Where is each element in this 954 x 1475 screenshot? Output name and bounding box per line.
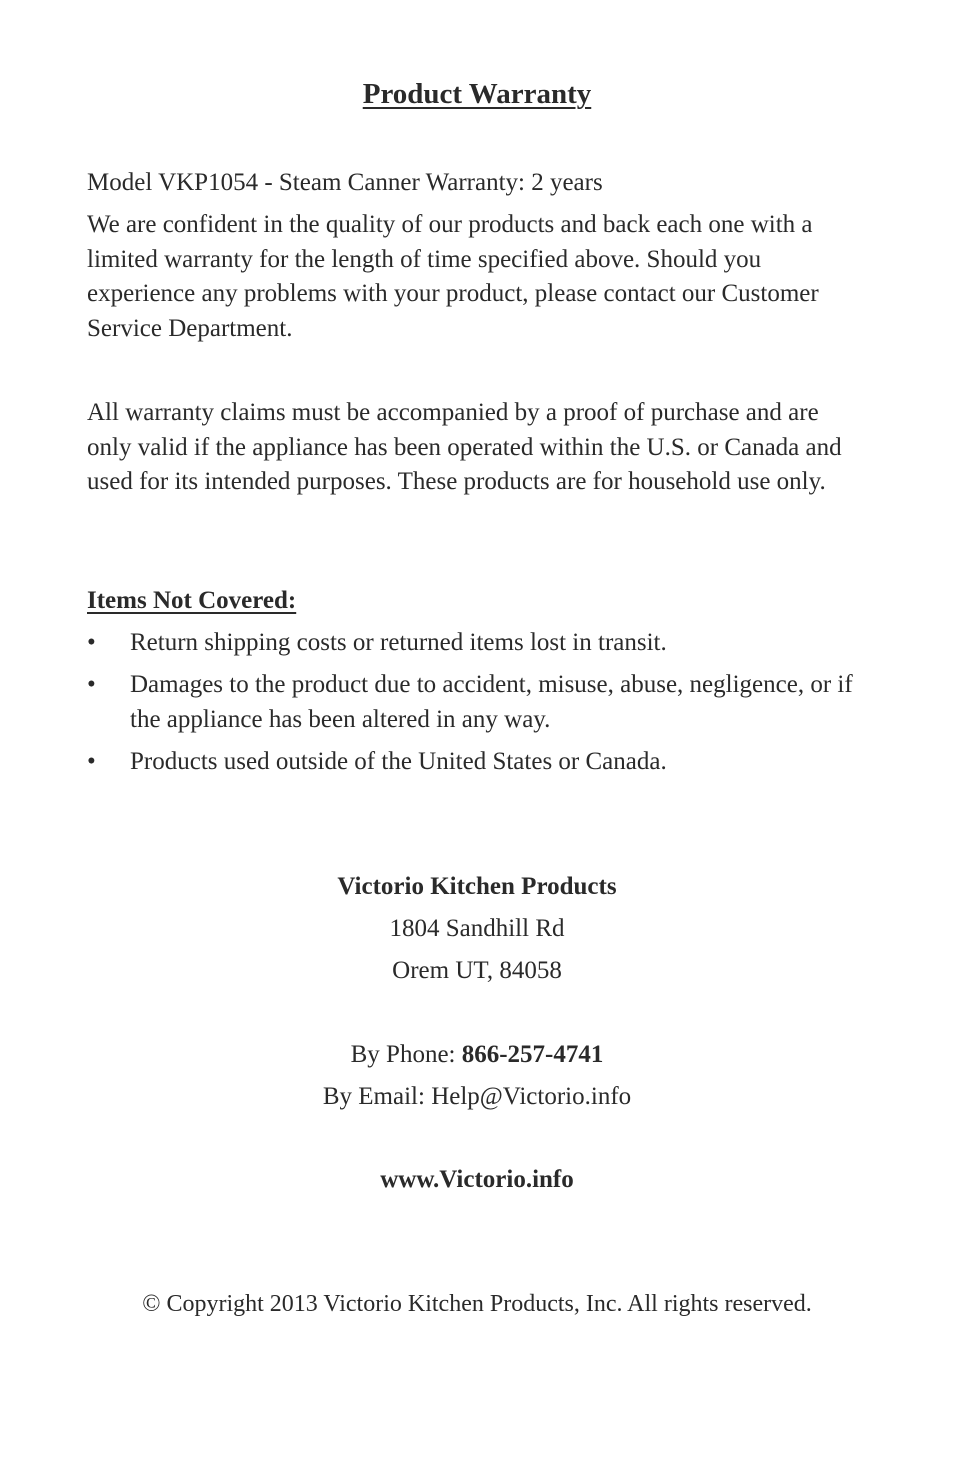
items-not-covered-heading: Items Not Covered: bbox=[87, 587, 297, 614]
address-line-2: Orem UT, 84058 bbox=[392, 957, 562, 984]
address-line-1: 1804 Sandhill Rd bbox=[389, 915, 565, 942]
bullet-icon: • bbox=[87, 629, 96, 656]
claims-paragraph: All warranty claims must be accompanied by a proof of purchase and are only valid if the appliance has been operated within the U.S. or Canada and used for its intended purposes. These products are for household use only. bbox=[87, 399, 842, 495]
copyright-notice: © Copyright 2013 Victorio Kitchen Products, Inc. All rights reserved. bbox=[142, 1291, 812, 1317]
list-item-text: Damages to the product due to accident, misuse, abuse, negligence, or if the appliance has been altered in any way. bbox=[130, 671, 853, 733]
list-item bbox=[87, 626, 867, 661]
bullet-icon: • bbox=[87, 747, 96, 775]
company-name: Victorio Kitchen Products bbox=[337, 873, 617, 900]
not-covered-list bbox=[87, 626, 867, 787]
bullet-icon: • bbox=[87, 671, 96, 698]
phone-number[interactable]: 866-257-4741 bbox=[461, 1041, 604, 1068]
email-line bbox=[0, 1080, 954, 1115]
confidence-paragraph: We are confident in the quality of our products and back each one with a limited warranty for the length of time specified above. Should you experience any problems with your product, please contact our Customer Service Department. bbox=[87, 211, 819, 342]
list-item bbox=[87, 668, 867, 737]
list-item bbox=[87, 745, 867, 780]
model-warranty-line: Model VKP1054 - Steam Canner Warranty: 2 years bbox=[87, 169, 603, 196]
phone-label: By Phone: bbox=[350, 1041, 462, 1068]
website-link[interactable]: www.Victorio.info bbox=[380, 1166, 574, 1193]
list-item-text: Products used outside of the United States or Canada. bbox=[130, 747, 667, 775]
email-label: By Email: bbox=[322, 1083, 432, 1110]
email-address[interactable]: Help@Victorio.info bbox=[431, 1083, 632, 1110]
phone-line bbox=[0, 1038, 954, 1073]
list-item-text: Return shipping costs or returned items lost in transit. bbox=[130, 629, 667, 656]
page-title: Product Warranty bbox=[362, 78, 592, 110]
